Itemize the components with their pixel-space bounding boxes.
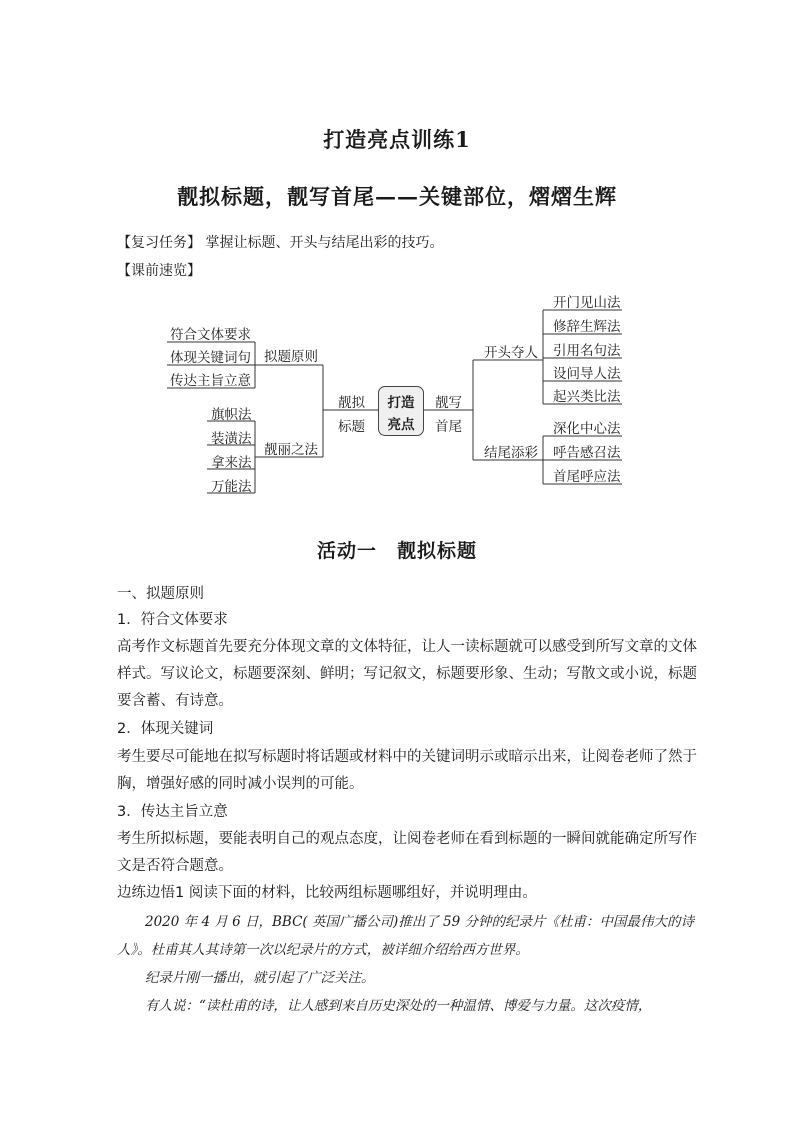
opening-item-2: 修辞生辉法 [553, 319, 621, 335]
left-branch-line2: 标题 [338, 419, 365, 435]
subsection-2: 2．体现关键词 [117, 721, 214, 737]
material-line-1b: 人》。杜甫其人其诗第一次以纪录片的方式，被详细介绍给西方世界。 [117, 942, 529, 958]
paragraph-3b: 文是否符合题意。 [117, 858, 233, 874]
method-item-4: 万能法 [211, 479, 252, 495]
paragraph-1a: 高考作文标题首先要充分体现文章的文体特征，让人一读标题就可以感受到所写文章的文体 [117, 639, 697, 655]
center-node [378, 386, 424, 436]
subsection-1: 1．符合文体要求 [117, 612, 228, 628]
preview-label: 【课前速览】 [117, 263, 201, 279]
activity-title: 活动一 靓拟标题 [316, 540, 477, 562]
paragraph-1b: 样式。写议论文，标题要深刻、鲜明；写记叙文，标题要形象、生动；写散文或小说，标题 [117, 666, 697, 682]
paragraph-2b: 胸，增强好感的同时减小误判的可能。 [117, 776, 364, 792]
page-title: 打造亮点训练1 [323, 127, 471, 152]
right-branch-line1: 靓写 [435, 395, 462, 411]
exercise-prompt: 边练边悟1 阅读下面的材料，比较两组标题哪组好，并说明理由。 [117, 885, 537, 901]
principle-item-3: 传达主旨立意 [170, 373, 251, 389]
ending-item-3: 首尾呼应法 [553, 469, 621, 485]
ending-item-2: 呼告感召法 [553, 445, 621, 461]
opening-item-4: 设问导人法 [553, 366, 621, 382]
review-task: 【复习任务】 掌握让标题、开头与结尾出彩的技巧。 [117, 235, 444, 251]
material-line-2: 纪录片刚一播出，就引起了广泛关注。 [145, 970, 375, 986]
principle-item-2: 体现关键词句 [170, 350, 251, 366]
right-branch-line2: 首尾 [435, 419, 462, 435]
material-line-3: 有人说：“读杜甫的诗，让人感到来自历史深处的一种温情、博爱与力量。这次疫情， [145, 998, 652, 1014]
ending-item-1: 深化中心法 [553, 421, 621, 437]
opening-item-1: 开门见山法 [553, 295, 621, 311]
principle-item-1: 符合文体要求 [170, 327, 251, 343]
subsection-3: 3．传达主旨立意 [117, 804, 228, 820]
material-line-1a: 2020 年 4 月 6 日，BBC( 英国广播公司)推出了 59 分钟的纪录片《杜甫：中国最伟大的诗 [145, 914, 694, 930]
opening-item-5: 起兴类比法 [553, 389, 621, 405]
paragraph-1c: 要含蓄、有诗意。 [117, 693, 233, 709]
principles-node: 拟题原则 [264, 349, 318, 365]
method-item-1: 旗帜法 [211, 407, 252, 423]
methods-node: 靓丽之法 [264, 442, 318, 458]
mindmap-connectors [0, 0, 794, 520]
paragraph-2a: 考生要尽可能地在拟写标题时将话题或材料中的关键词明示或暗示出来，让阅卷老师了然于 [117, 749, 697, 765]
section-heading: 一、拟题原则 [117, 586, 204, 602]
center-node-line2: 亮点 [387, 417, 415, 433]
opening-node: 开头夺人 [484, 345, 538, 361]
ending-node: 结尾添彩 [484, 445, 538, 461]
opening-item-3: 引用名句法 [553, 343, 621, 359]
page-subtitle: 靓拟标题，靓写首尾——关键部位，熠熠生辉 [177, 184, 617, 209]
paragraph-3a: 考生所拟标题，要能表明自己的观点态度，让阅卷老师在看到标题的一瞬间就能确定所写作 [117, 831, 697, 847]
method-item-3: 拿来法 [211, 455, 252, 471]
center-node-line1: 打造 [387, 395, 415, 411]
method-item-2: 装潢法 [211, 431, 252, 447]
left-branch-line1: 靓拟 [338, 395, 365, 411]
